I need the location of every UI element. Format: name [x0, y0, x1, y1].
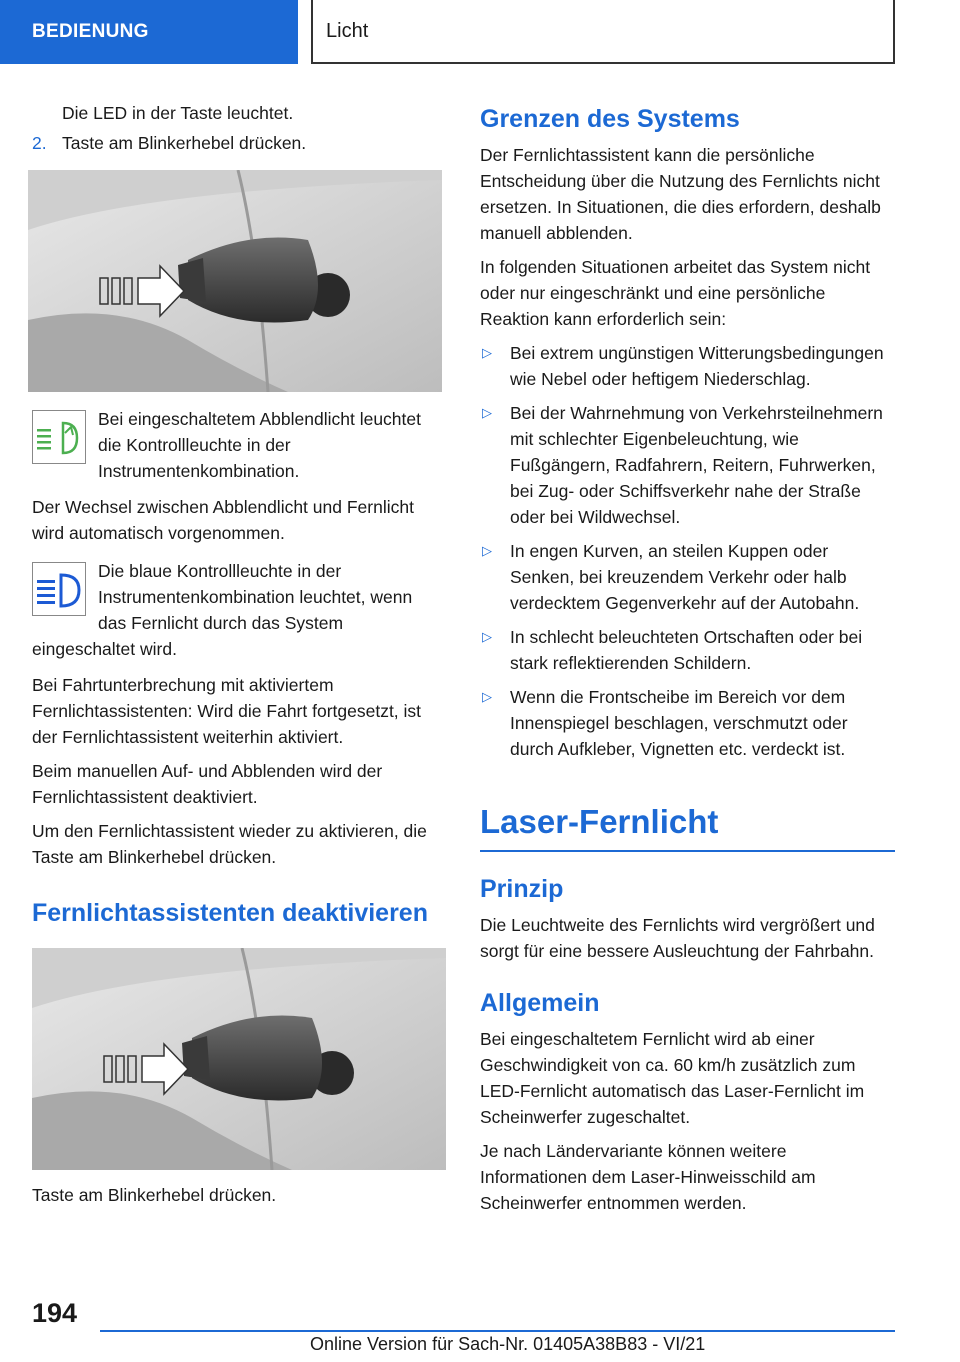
high-beam-indicator-note [32, 558, 444, 662]
low-beam-indicator-note [32, 406, 444, 484]
step-number: 2. [32, 133, 47, 153]
step-text: Taste am Blinkerhebel drücken. [62, 133, 307, 153]
heading-principle: Prinzip [480, 875, 564, 903]
high-beam-note-text: Die blaue Kontrollleuchte in der Instrumentenkombination leuchtet, wenn das Fernlicht durch das System eingeschaltet wird. [32, 561, 413, 659]
para-reactivate: Um den Fernlichtassistent wieder zu aktivieren, die Taste am Blinkerhebel drücken. [32, 821, 427, 867]
para-manual: Beim manuellen Auf- und Abblenden wird der Fernlichtassistent deaktiviert. [32, 761, 383, 807]
para-switch: Der Wechsel zwischen Abblendlicht und Fernlicht wird automatisch vorgenommen. [32, 497, 414, 543]
heading-general: Allgemein [480, 989, 600, 1017]
para-principle: Die Leuchtweite des Fernlichts wird vergrößert und sorgt für eine bessere Ausleuchtung der Fahrbahn. [480, 915, 875, 961]
lever-illustration [32, 948, 446, 1170]
para-limits-2: In folgenden Situationen arbeitet das System nicht oder nur eingeschränkt und eine persönliche Reaktion kann erforderlich sein: [480, 257, 871, 329]
step-1-result: Die LED in der Taste leuchtet. [62, 103, 294, 123]
bullet-triangle-icon: ▷ [482, 629, 492, 644]
para-general-1: Bei eingeschaltetem Fernlicht wird ab einer Geschwindigkeit von ca. 60 km/h zusätzlich zum LED-Fernlicht automatisch das Laser-Fernlicht im Scheinwerfer zugeschaltet. [480, 1029, 865, 1127]
limits-list [480, 340, 895, 762]
turn-signal-lever-figure-2 [32, 948, 446, 1170]
list-item: ▷ Wenn die Frontscheibe im Bereich vor dem Innenspiegel beschlagen, verschmutzt oder durch Aufkleber, Vignetten etc. verdeckt ist. [480, 684, 895, 762]
bullet-triangle-icon: ▷ [482, 405, 492, 420]
section-tab [0, 0, 298, 64]
left-column [32, 100, 444, 1216]
step-2 [32, 130, 444, 156]
bullet-triangle-icon: ▷ [482, 345, 492, 360]
bullet-triangle-icon: ▷ [482, 543, 492, 558]
para-limits-1: Der Fernlichtassistent kann die persönliche Entscheidung über die Nutzung des Fernlichts nicht ersetzen. In Situationen, die dies erfordern, deshalb manuell abblenden. [480, 145, 881, 243]
heading-laser-high-beam: Laser-Fernlicht [480, 802, 895, 852]
heading-limits: Grenzen des Systems [480, 105, 740, 133]
low-beam-indicator-icon [32, 410, 86, 464]
list-item: ▷ In schlecht beleuchteten Ortschaften oder bei stark reflektierenden Schildern. [480, 624, 895, 676]
heading-deactivate: Fernlichtassistenten deaktivieren [32, 899, 428, 927]
low-beam-note-text: Bei eingeschaltetem Abblendlicht leuchtet die Kontrollleuchte in der Instrumentenkombination. [98, 409, 421, 481]
chapter-title: Licht [326, 19, 369, 42]
para-interrupt: Bei Fahrtunterbrechung mit aktiviertem Fernlichtassistenten: Wird die Fahrt fortgesetzt, ist der Fernlichtassistent weiterhin aktiviert. [32, 675, 422, 747]
bullet-triangle-icon: ▷ [482, 689, 492, 704]
right-column [480, 104, 895, 1224]
list-item: ▷ In engen Kurven, an steilen Kuppen oder Senken, bei kreuzendem Verkehr oder halb verdecktem Gegenverkehr auf der Autobahn. [480, 538, 895, 616]
high-beam-indicator-icon [32, 562, 86, 616]
online-version-note: Online Version für Sach-Nr. 01405A38B83 - VI/21 [310, 1334, 706, 1354]
list-item: ▷ Bei extrem ungünstigen Witterungsbedingungen wie Nebel oder heftigem Niederschlag. [480, 340, 895, 392]
caption-deactivate: Taste am Blinkerhebel drücken. [32, 1185, 277, 1205]
list-item: ▷ Bei der Wahrnehmung von Verkehrsteilnehmern mit schlechter Eigenbeleuchtung, wie Fußgängern, Radfahrern, Reitern, Fuhrwerken, bei Zug- oder Schiffsverkehr nahe der Straße oder bei Wildwechsel. [480, 400, 895, 530]
lever-illustration [28, 170, 442, 392]
footer-divider [100, 1330, 895, 1332]
para-general-2: Je nach Ländervariante können weitere Informationen dem Laser-Hinweisschild am Scheinwerfer entnommen werden. [480, 1141, 816, 1213]
turn-signal-lever-figure-1 [28, 170, 442, 392]
chapter-header [311, 0, 895, 64]
page-number: 194 [32, 1298, 78, 1328]
section-title: BEDIENUNG [32, 21, 149, 42]
